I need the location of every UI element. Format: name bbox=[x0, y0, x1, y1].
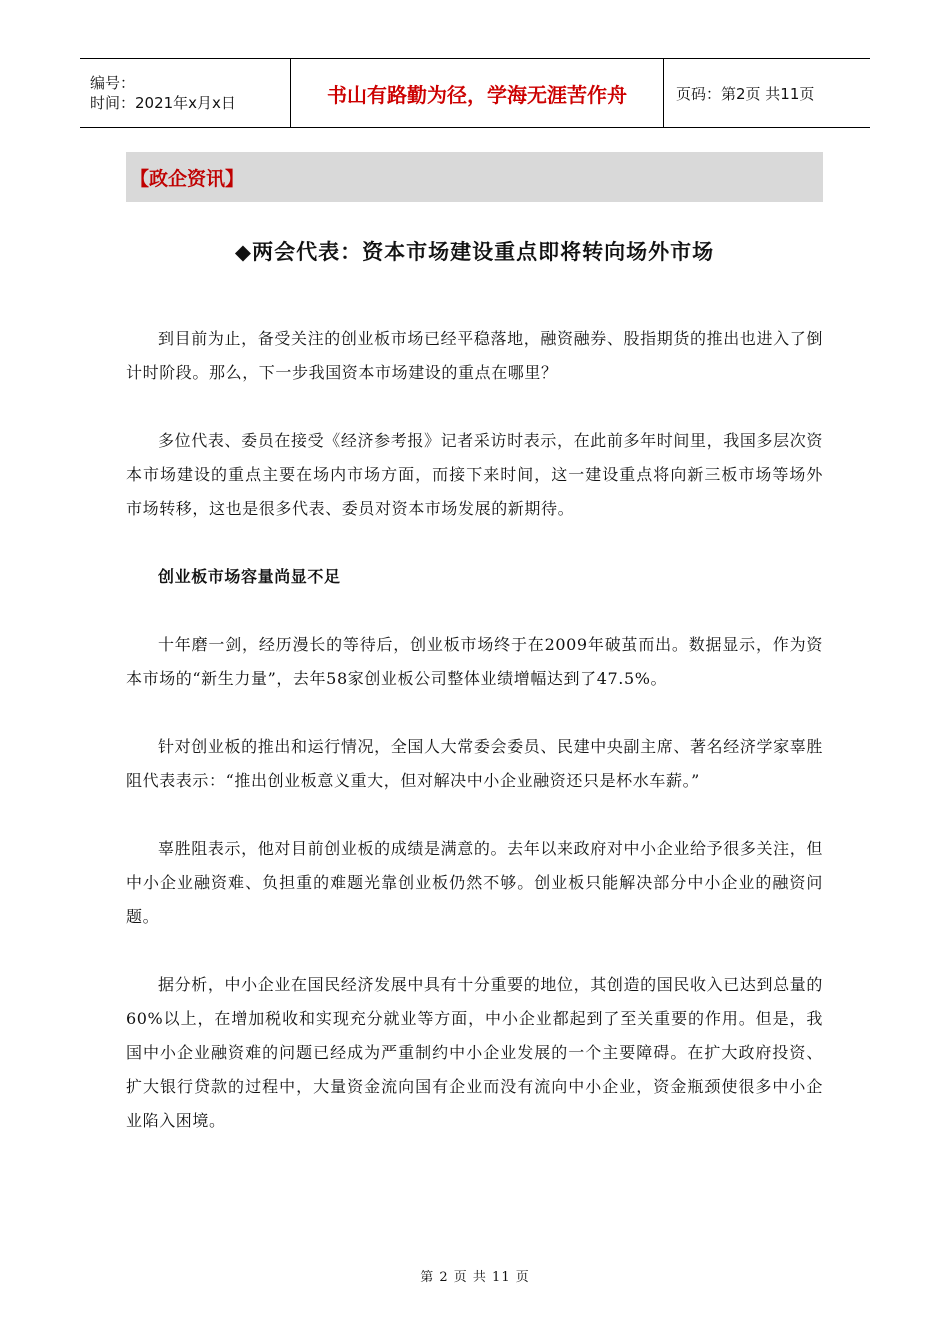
document-header bbox=[80, 58, 870, 128]
paragraph: 十年磨一剑，经历漫长的等待后，创业板市场终于在2009年破茧而出。数据显示，作为资本市场的“新生力量”，去年58家创业板公司整体业绩增幅达到了47.5%。 bbox=[126, 635, 823, 688]
doc-number-label: 编号： bbox=[90, 74, 136, 92]
section-title: 【政企资讯】 bbox=[130, 167, 245, 190]
header-page-info bbox=[664, 59, 870, 127]
paragraph: 据分析，中小企业在国民经济发展中具有十分重要的地位，其创造的国民收入已达到总量的60%以上，在增加税收和实现充分就业等方面，中小企业都起到了至关重要的作用。但是，我国中小企业融资难的问题已经成为严重制约中小企业发展的一个主要障碍。在扩大政府投资、扩大银行贷款的过程中，大量资金流向国有企业而没有流向中小企业，资金瓶颈使很多中小企业陷入困境。 bbox=[126, 975, 823, 1130]
header-meta bbox=[80, 59, 291, 127]
article-body bbox=[126, 322, 823, 1172]
paragraph: 针对创业板的推出和运行情况，全国人大常委会委员、民建中央副主席、著名经济学家辜胜阻代表表示：“推出创业板意义重大，但对解决中小企业融资还只是杯水车薪。” bbox=[126, 737, 823, 790]
article-subheading: 创业板市场容量尚显不足 bbox=[158, 567, 341, 586]
header-motto bbox=[291, 59, 664, 127]
paragraph: 辜胜阻表示，他对目前创业板的成绩是满意的。去年以来政府对中小企业给予很多关注，但中小企业融资难、负担重的难题光靠创业板仍然不够。创业板只能解决部分中小企业的融资问题。 bbox=[126, 839, 823, 926]
page-footer: 第 2 页 共 11 页 bbox=[420, 1270, 530, 1285]
paragraph: 多位代表、委员在接受《经济参考报》记者采访时表示，在此前多年时间里，我国多层次资本市场建设的重点主要在场内市场方面，而接下来时间，这一建设重点将向新三板市场等场外市场转移，这也是很多代表、委员对资本市场发展的新期待。 bbox=[126, 431, 823, 518]
section-banner bbox=[126, 152, 823, 202]
motto-text: 书山有路勤为径，学海无涯苦作舟 bbox=[327, 82, 627, 107]
article-headline: ◆两会代表：资本市场建设重点即将转向场外市场 bbox=[234, 239, 715, 264]
doc-time: 时间：2021年x月x日 bbox=[90, 94, 236, 112]
paragraph: 到目前为止，备受关注的创业板市场已经平稳落地，融资融券、股指期货的推出也进入了倒计时阶段。那么，下一步我国资本市场建设的重点在哪里？ bbox=[126, 329, 823, 382]
page-info-text: 页码：第2页 共11页 bbox=[676, 84, 815, 103]
